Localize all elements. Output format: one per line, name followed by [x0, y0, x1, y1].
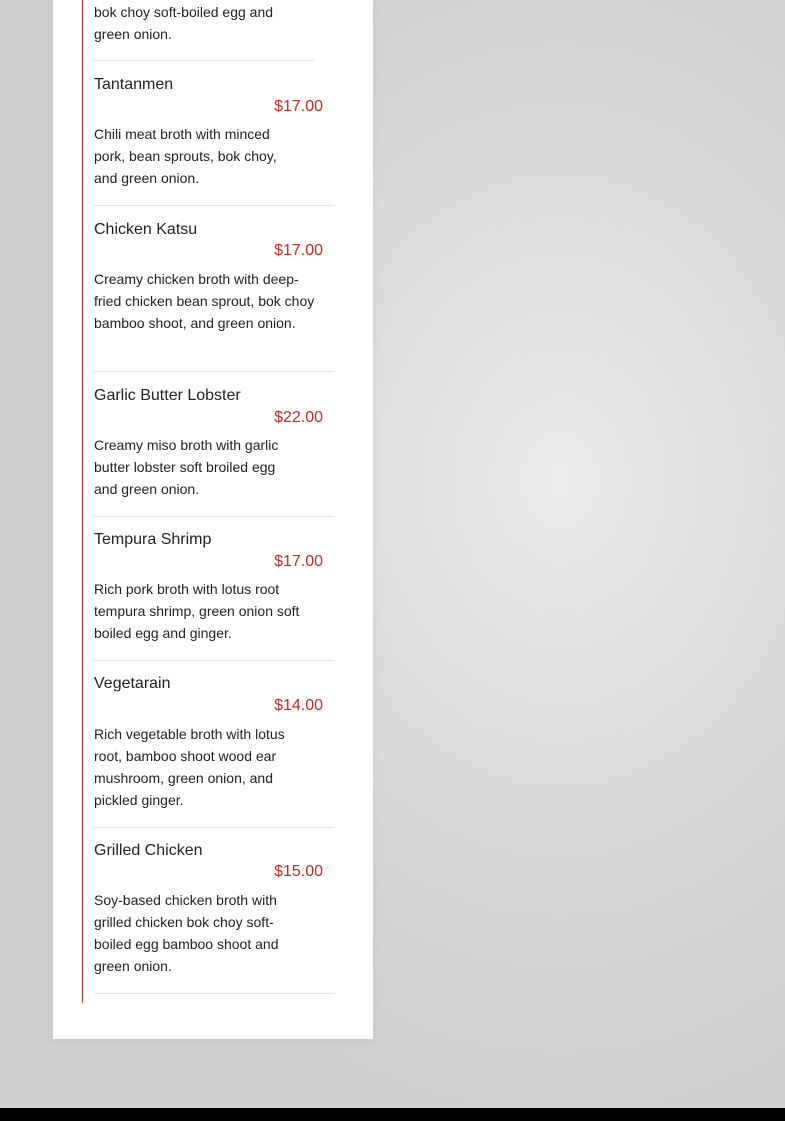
item-price: $14.00	[274, 697, 323, 714]
menu-item	[94, 661, 334, 828]
item-price: $17.00	[274, 553, 323, 570]
item-name: Grilled Chicken	[94, 842, 203, 859]
menu-item	[94, 828, 334, 994]
menu-item	[94, 372, 334, 517]
item-name: Garlic Butter Lobster	[94, 387, 241, 404]
item-description: Soy-based chicken broth with grilled chicken bok choy soft-boiled egg bamboo shoot and green onion.	[94, 892, 279, 974]
bottom-bar	[0, 1108, 785, 1121]
menu-item	[94, 61, 334, 206]
menu-item	[94, 206, 334, 372]
item-price: $17.00	[274, 242, 323, 259]
item-price: $17.00	[274, 98, 323, 115]
item-description: bok choy soft-boiled egg and green onion.	[94, 4, 274, 42]
item-name: Tempura Shrimp	[94, 531, 212, 548]
item-description: Chili meat broth with minced pork, bean sprouts, bok choy, and green onion.	[94, 126, 277, 186]
menu-accent-rule	[82, 0, 83, 1003]
menu-item	[94, 517, 334, 661]
item-description: Creamy miso broth with garlic butter lobster soft broiled egg and green onion.	[94, 437, 279, 497]
item-name: Vegetarain	[94, 675, 171, 692]
menu-card	[53, 0, 373, 1039]
item-price: $22.00	[274, 409, 323, 426]
item-description: Rich pork broth with lotus root tempura shrimp, green onion soft boiled egg and ginger.	[94, 581, 300, 641]
item-description: Rich vegetable broth with lotus root, bamboo shoot wood ear mushroom, green onion, and pickled ginger.	[94, 726, 285, 808]
item-name: Chicken Katsu	[94, 221, 198, 238]
item-price: $15.00	[274, 863, 323, 880]
item-name: Tantanmen	[94, 76, 174, 93]
item-description: Creamy chicken broth with deep-fried chicken bean sprout, bok choy bamboo shoot, and green onion.	[94, 271, 315, 331]
menu-item-partial	[94, 0, 314, 61]
